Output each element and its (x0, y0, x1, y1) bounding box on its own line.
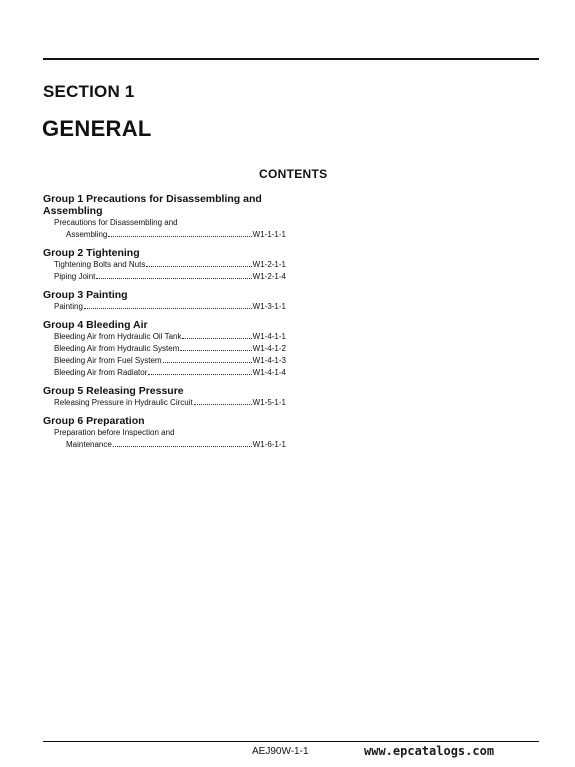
dot-leader (146, 266, 251, 267)
watermark-text: www.epcatalogs.com (364, 744, 495, 758)
toc-group-2 (43, 247, 286, 283)
toc-group-5 (43, 385, 286, 409)
group-title: Group 1 Precautions for Disassembling and Assembling (43, 193, 262, 217)
entry-text: Bleeding Air from Hydraulic Oil Tank (54, 332, 182, 341)
toc-entry[interactable] (43, 259, 286, 271)
entry-line (54, 397, 286, 409)
entry-text: Bleeding Air from Hydraulic System (54, 344, 180, 353)
group-title: Group 5 Releasing Pressure (43, 385, 184, 397)
toc-entry[interactable] (43, 397, 286, 409)
entry-text: Releasing Pressure in Hydraulic Circuit (54, 398, 193, 407)
dot-leader (182, 338, 251, 339)
entry-line (54, 355, 286, 367)
section-label: SECTION 1 (43, 82, 135, 101)
toc-entry[interactable] (43, 355, 286, 367)
entry-line (54, 259, 286, 271)
toc-group-1 (43, 193, 286, 241)
dot-leader (163, 362, 252, 363)
entry-text: Painting (54, 302, 83, 311)
toc-group-6 (43, 415, 286, 451)
entry-line (54, 271, 286, 283)
entry-text: Assembling (66, 230, 108, 239)
dot-leader (148, 374, 251, 375)
toc-entry[interactable] (43, 367, 286, 379)
entry-text: Precautions for Disassembling and (54, 218, 178, 227)
group-title: Group 3 Painting (43, 289, 128, 301)
toc-entry[interactable] (43, 331, 286, 343)
dot-leader (84, 308, 252, 309)
toc-group-3 (43, 289, 286, 313)
page-reference: W1-2-1-1 (252, 260, 286, 269)
dot-leader (96, 278, 251, 279)
group-title: Group 6 Preparation (43, 415, 145, 427)
footer-rule (43, 741, 539, 742)
entry-line (54, 367, 286, 379)
page-reference: W1-5-1-1 (252, 398, 286, 407)
dot-leader (180, 350, 251, 351)
toc-entry[interactable] (43, 301, 286, 313)
dot-leader (194, 404, 252, 405)
page-reference: W1-4-1-4 (252, 368, 286, 377)
table-of-contents (43, 193, 286, 457)
page-code: AEJ90W-1-1 (252, 746, 309, 757)
section-title: GENERAL (42, 116, 152, 141)
page-reference: W1-4-1-3 (252, 356, 286, 365)
entry-text: Tightening Bolts and Nuts (54, 260, 146, 269)
entry-text: Preparation before Inspection and (54, 428, 175, 437)
entry-text: Bleeding Air from Fuel System (54, 356, 162, 365)
toc-entry[interactable] (43, 271, 286, 283)
entry-text: Maintenance (66, 440, 112, 449)
page-reference: W1-4-1-1 (252, 332, 286, 341)
page-reference: W1-4-1-2 (252, 344, 286, 353)
entry-line (54, 301, 286, 313)
group-title: Group 4 Bleeding Air (43, 319, 148, 331)
entry-line-1 (54, 217, 286, 229)
entry-text: Bleeding Air from Radiator (54, 368, 148, 377)
page-reference: W1-3-1-1 (252, 302, 286, 311)
entry-line (54, 331, 286, 343)
contents-heading: CONTENTS (259, 167, 328, 181)
entry-line (54, 343, 286, 355)
page-reference: W1-6-1-1 (252, 440, 286, 449)
entry-line-2 (54, 439, 286, 451)
toc-entry[interactable] (43, 427, 286, 451)
header-rule (43, 58, 539, 60)
page-reference: W1-1-1-1 (252, 230, 286, 239)
entry-line-1 (54, 427, 286, 439)
entry-line-2 (54, 229, 286, 241)
entry-text: Piping Joint (54, 272, 96, 281)
toc-group-4 (43, 319, 286, 379)
toc-entry[interactable] (43, 343, 286, 355)
page-reference: W1-2-1-4 (252, 272, 286, 281)
dot-leader (113, 446, 252, 447)
dot-leader (108, 236, 251, 237)
toc-entry[interactable] (43, 217, 286, 241)
group-title: Group 2 Tightening (43, 247, 140, 259)
